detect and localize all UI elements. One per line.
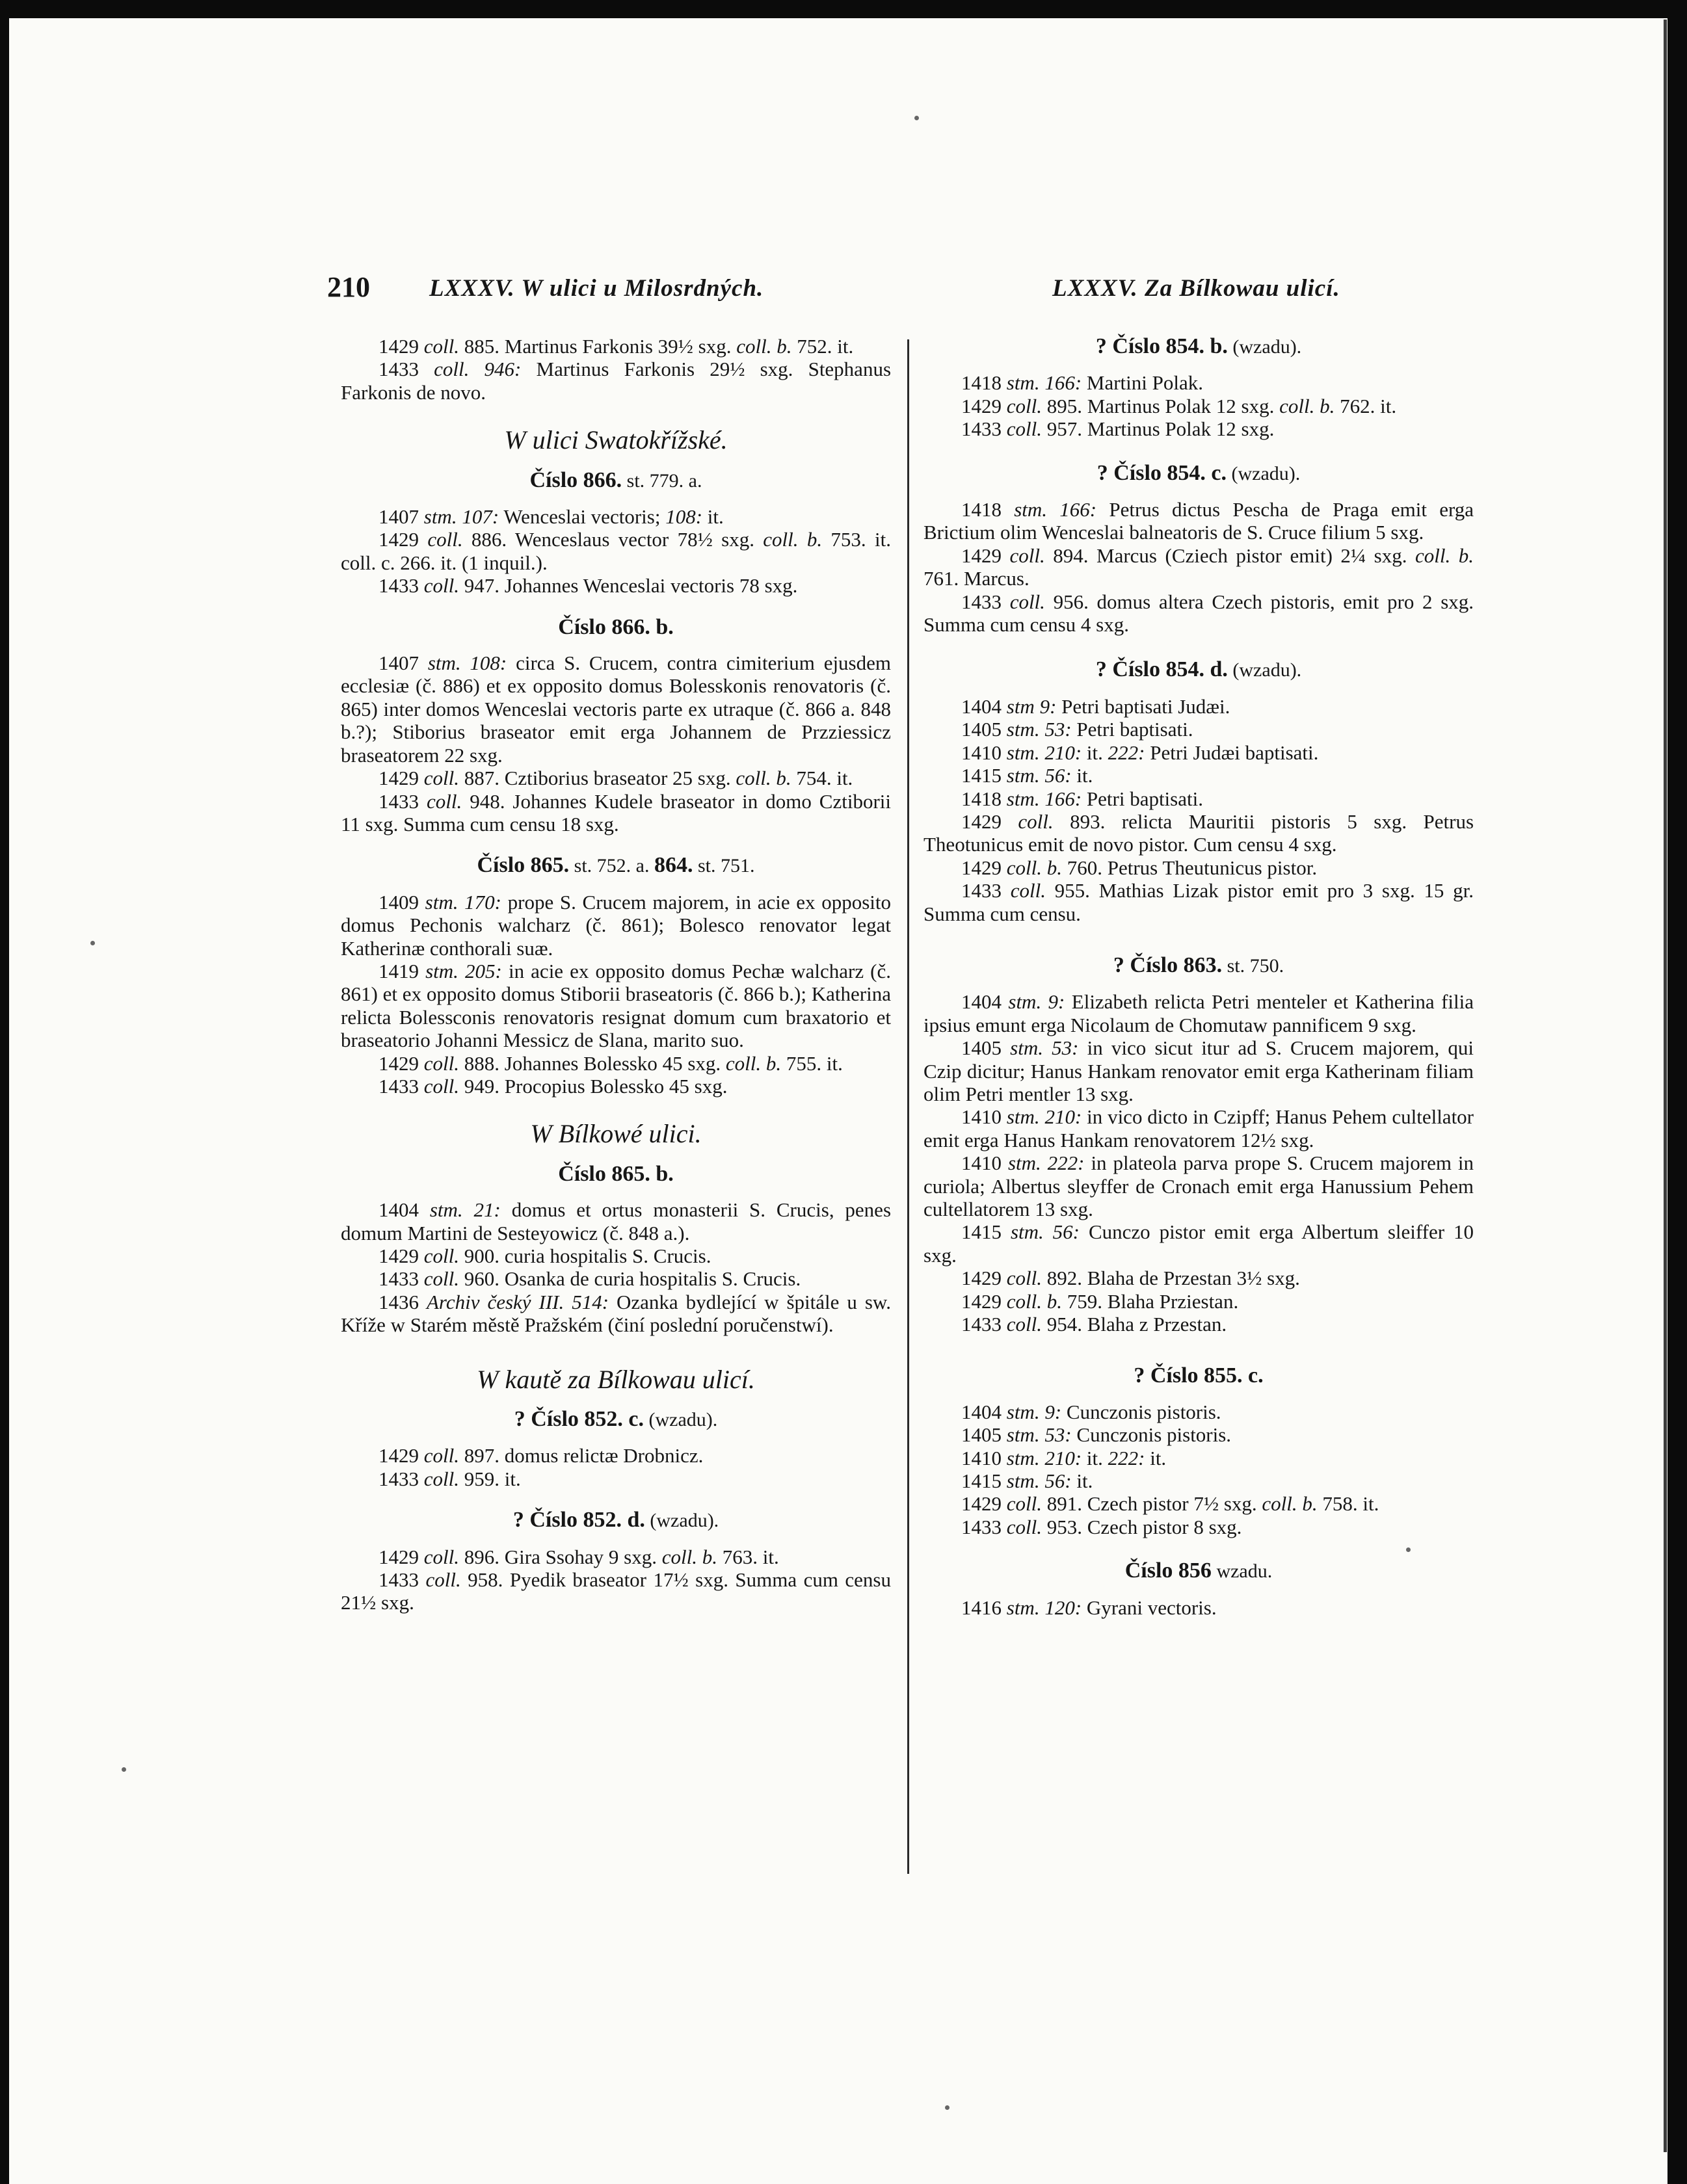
heading-note: (wzadu). — [644, 1409, 718, 1431]
entry-text: 897. domus relictæ Drobnicz. — [459, 1444, 704, 1467]
record-entry — [923, 787, 1474, 810]
house-number: Číslo 856 — [1124, 1559, 1212, 1583]
house-number: ? Číslo 854. b. — [1095, 334, 1228, 358]
entry-text: in acie ex opposito domus Pechæ walcharz (č. 861) et ex opposito domus Stiborii braseatoris (č. 866 b.); Katherina relicta Bolessconis renovatoris resignat domum cum braxatorio et braseatorio Johanni Messicz de Slana, marito suo. — [341, 959, 892, 1052]
entry-year: 1433 — [961, 879, 1011, 902]
source-reference: coll. — [1006, 417, 1042, 441]
entry-year: 1415 — [961, 1469, 1007, 1493]
entry-year: 1418 — [961, 371, 1007, 395]
entry-block — [341, 1444, 891, 1490]
entry-text: 887. Cztiborius braseator 25 sxg. — [459, 767, 736, 790]
entry-block — [341, 505, 891, 598]
source-reference: stm. 56: — [1006, 1469, 1072, 1493]
entry-block — [341, 1198, 891, 1336]
record-entry — [341, 528, 891, 574]
entry-year: 1433 — [379, 1267, 424, 1291]
entry-year: 1429 — [379, 1244, 424, 1267]
heading-note: st. 779. a. — [622, 469, 702, 492]
entry-year: 1405 — [961, 718, 1007, 741]
record-entry — [923, 590, 1474, 637]
house-number: ? Číslo 855. c. — [1134, 1363, 1264, 1388]
running-head-right: LXXXV. Za Bílkowau ulicí. — [1052, 275, 1340, 302]
entry-text: 761. Marcus. — [923, 567, 1029, 590]
entry-text: 958. Pyedik braseator 17½ sxg. Summa cum censu 21½ sxg. — [341, 1568, 891, 1614]
source-reference: coll. — [427, 528, 463, 551]
record-entry — [923, 879, 1474, 925]
entry-text: 895. Martinus Polak 12 sxg. — [1042, 394, 1280, 417]
source-reference: coll. b. — [763, 528, 823, 551]
source-reference: stm. 222: — [1007, 1151, 1085, 1175]
entry-text: Petri Judæi baptisati. — [1145, 741, 1319, 764]
source-reference: coll. — [1009, 544, 1045, 567]
entry-block — [923, 371, 1474, 440]
entry-text: Petri baptisati. — [1082, 787, 1203, 810]
heading-note: st. 751. — [693, 855, 755, 877]
street-heading: W ulici Swatokřížské. — [504, 425, 728, 455]
entry-text: in plateola parva prope S. Crucem majorem in curiola; Albertus sleyffer de Cronach emit erga Hanussium Pehem cultellatorem 13 sxg. — [923, 1151, 1474, 1220]
speck — [914, 116, 919, 120]
entry-year: 1433 — [379, 1074, 424, 1098]
entry-text: 759. Blaha Prziestan. — [1062, 1289, 1239, 1313]
record-entry — [341, 505, 891, 528]
entry-year: 1433 — [961, 1313, 1007, 1336]
entry-year: 1407 — [379, 505, 424, 529]
entry-text: Gyrani vectoris. — [1082, 1596, 1217, 1619]
record-entry — [341, 767, 891, 789]
entry-text: 755. it. — [781, 1051, 843, 1075]
speck — [945, 2105, 950, 2110]
entry-text: Martinus Farkonis 29½ sxg. Stephanus Farkonis de novo. — [341, 358, 892, 404]
entry-year: 1416 — [961, 1596, 1007, 1619]
entry-text: Cunczonis pistoris. — [1071, 1423, 1232, 1447]
entry-text: it. — [1145, 1446, 1167, 1469]
record-entry — [341, 1444, 891, 1467]
heading-note: wzadu. — [1211, 1560, 1273, 1583]
entry-text: 953. Czech pistor 8 sxg. — [1042, 1515, 1242, 1538]
record-entry — [341, 891, 891, 960]
entry-text: 957. Martinus Polak 12 sxg. — [1042, 417, 1275, 441]
entry-year: 1433 — [961, 417, 1007, 441]
entry-year: 1429 — [961, 394, 1007, 417]
entry-block — [923, 695, 1474, 925]
entry-year: 1429 — [379, 528, 428, 551]
entry-text: 763. it. — [717, 1545, 779, 1568]
source-reference: coll. — [423, 1267, 459, 1291]
source-reference: stm. 120: — [1006, 1596, 1082, 1619]
record-entry — [923, 856, 1474, 879]
entry-year: 1433 — [379, 358, 434, 381]
source-reference: stm. 166: — [1006, 787, 1082, 810]
entry-text: 753. it. coll. c. 266. it. (1 inquil.). — [341, 528, 891, 574]
entry-block — [923, 990, 1474, 1335]
source-reference: coll. — [423, 1074, 459, 1098]
entry-text: Martini Polak. — [1082, 371, 1203, 395]
record-entry — [923, 1469, 1474, 1492]
entry-year: 1404 — [379, 1198, 430, 1222]
entry-block — [341, 891, 891, 1098]
source-reference: stm. 107: — [423, 505, 499, 529]
source-reference: stm. 108: — [427, 651, 507, 675]
entry-year: 1415 — [961, 1220, 1011, 1244]
entry-year: 1419 — [379, 959, 426, 982]
entry-text: 900. curia hospitalis S. Crucis. — [459, 1244, 711, 1267]
entry-year: 1404 — [961, 694, 1007, 718]
record-entry — [923, 1105, 1474, 1151]
record-entry — [923, 1447, 1474, 1469]
entry-text: 888. Johannes Bolessko 45 sxg. — [459, 1051, 726, 1075]
record-entry — [923, 1492, 1474, 1515]
house-number-heading — [341, 854, 891, 877]
source-reference: coll. b. — [1262, 1492, 1318, 1516]
entry-text: it. — [1071, 764, 1093, 787]
heading-note: st. 750. — [1222, 954, 1284, 977]
source-reference: coll. — [1006, 1515, 1042, 1538]
house-number: Číslo 865. b. — [558, 1161, 674, 1186]
house-number: Číslo 866. — [529, 467, 622, 492]
record-entry — [923, 990, 1474, 1036]
entry-year: 1436 — [379, 1290, 427, 1313]
record-entry — [341, 1075, 891, 1098]
record-entry — [923, 417, 1474, 440]
column-divider — [907, 339, 909, 1874]
entry-text: 893. relicta Mauritii pistoris 5 sxg. Petrus Theotunicus emit de novo pistor. Cum censu 4 sxg. — [923, 809, 1474, 856]
heading-note: st. 752. a. — [569, 855, 654, 877]
record-entry — [923, 718, 1474, 741]
entry-text: prope S. Crucem majorem, in acie ex opposito domus Pechonis walcharz (č. 861); Bolesco renovator legat Katherinæ conthorali suæ. — [341, 890, 892, 960]
source-reference: 108: — [665, 505, 703, 529]
entry-year: 1418 — [961, 498, 1015, 521]
street-heading: W kautě za Bílkowau ulicí. — [477, 1364, 755, 1394]
house-number: 864. — [654, 853, 693, 878]
entry-year: 1429 — [379, 1051, 424, 1075]
house-number: ? Číslo 854. c. — [1096, 460, 1227, 485]
source-reference: coll. b. — [1006, 856, 1062, 879]
source-reference: stm. 166: — [1014, 498, 1097, 521]
entry-text: 894. Marcus (Cziech pistor emit) 2¼ sxg. — [1044, 544, 1415, 567]
house-number-heading — [341, 616, 891, 638]
entry-year: 1405 — [961, 1423, 1007, 1447]
entry-block — [923, 1596, 1474, 1619]
entry-text: in vico sicut itur ad S. Crucem majorem, qui Czip dicitur; Hanus Hankam renovator emit erga Katherinam filiam olim Petri mentler 13 sxg. — [923, 1036, 1474, 1105]
entry-year: 1429 — [961, 1267, 1007, 1290]
source-reference: stm. 53: — [1006, 718, 1072, 741]
source-reference: coll. b. — [725, 1051, 782, 1075]
entry-text: Petri baptisati Judæi. — [1056, 694, 1230, 718]
page-number: 210 — [327, 271, 370, 303]
entry-year: 1415 — [961, 764, 1007, 787]
source-reference: coll. b. — [1415, 544, 1474, 567]
record-entry — [341, 960, 891, 1052]
source-reference: stm. 210: — [1006, 1446, 1082, 1469]
entry-year: 1429 — [961, 856, 1007, 879]
entry-text: it. — [1082, 1446, 1108, 1469]
street-heading: W Bílkowé ulici. — [530, 1119, 702, 1149]
source-reference: coll. — [423, 1051, 459, 1075]
entry-year: 1405 — [961, 1036, 1011, 1060]
source-reference: coll. — [425, 1568, 461, 1592]
house-number-heading — [923, 1559, 1474, 1583]
entry-year: 1433 — [379, 789, 427, 813]
source-reference: coll. — [423, 767, 459, 790]
entry-text: in vico dicto in Czipff; Hanus Pehem cultellator emit erga Hanus Hankam renovatorem 12½ sxg. — [923, 1105, 1474, 1151]
source-reference: coll. b. — [1279, 394, 1335, 417]
entry-year: 1429 — [961, 1492, 1007, 1516]
source-reference: coll. — [1010, 879, 1046, 902]
page-edge — [1664, 20, 1667, 2152]
record-entry — [923, 764, 1474, 787]
source-reference: coll. b. — [736, 335, 792, 358]
entry-year: 1429 — [379, 1444, 424, 1467]
entry-year: 1429 — [379, 335, 424, 358]
record-entry — [923, 1423, 1474, 1446]
source-reference: stm 9: — [1006, 694, 1057, 718]
house-number-heading — [341, 469, 891, 492]
record-entry — [923, 741, 1474, 764]
record-entry — [923, 1313, 1474, 1335]
entry-text: 955. Mathias Lizak pistor emit pro 3 sxg. 15 gr. Summa cum censu. — [923, 879, 1474, 925]
source-reference: stm. 210: — [1006, 741, 1082, 764]
entry-text: 949. Procopius Bolessko 45 sxg. — [459, 1074, 728, 1098]
source-reference: coll. — [1018, 809, 1054, 833]
source-reference: stm. 166: — [1006, 371, 1082, 395]
record-entry — [341, 1467, 891, 1490]
entry-text: it. — [702, 505, 724, 529]
entry-year: 1429 — [379, 1545, 424, 1568]
house-number-heading — [341, 1508, 891, 1532]
entry-year: 1429 — [379, 767, 424, 790]
source-reference: stm. 56: — [1006, 764, 1072, 787]
source-reference: coll. — [423, 335, 459, 358]
entry-year: 1433 — [961, 1515, 1007, 1538]
house-number: ? Číslo 852. d. — [512, 1508, 645, 1533]
entry-year: 1429 — [961, 809, 1018, 833]
record-entry — [923, 1290, 1474, 1313]
entry-year: 1410 — [961, 1446, 1007, 1469]
source-reference: coll. — [1006, 1492, 1042, 1516]
page-header — [0, 270, 1687, 309]
entry-year: 1433 — [379, 1467, 424, 1490]
entry-block — [923, 1401, 1474, 1538]
source-reference: coll. — [423, 1545, 459, 1568]
house-number-heading — [923, 954, 1474, 977]
record-entry — [341, 358, 891, 404]
entry-text: circa S. Crucem, contra cimiterium ejusdem ecclesiæ (č. 886) et ex opposito domus Bolesskonis renovatoris (č. 865) inter domos Wenceslai vectoris parte ex utraque (č. 866 a. 848 b.?); Stiborius braseator emit erga Johannem de Przziessicz braseatorem 22 sxg. — [341, 651, 891, 767]
entry-block — [341, 651, 891, 835]
record-entry — [341, 1244, 891, 1267]
entry-year: 1404 — [961, 990, 1009, 1014]
entry-text: it. — [1071, 1469, 1093, 1493]
entry-text: 891. Czech pistor 7½ sxg. — [1042, 1492, 1262, 1516]
house-number-heading — [923, 1364, 1474, 1387]
entry-text: Petri baptisati. — [1071, 718, 1193, 741]
record-entry — [923, 544, 1474, 590]
entry-text: 760. Petrus Theutunicus pistor. — [1062, 856, 1318, 879]
entry-text: Petrus dictus Pescha de Praga emit erga Brictium olim Wenceslai balneatoris de S. Cruce filium 5 sxg. — [923, 498, 1474, 544]
house-number: Číslo 865. — [477, 853, 570, 878]
entry-text: Elizabeth relicta Petri menteler et Katherina filia ipsius emunt erga Nicolaum de Chomutaw pannificem 9 sxg. — [923, 990, 1474, 1036]
entry-text: Cunczonis pistoris. — [1061, 1400, 1221, 1423]
heading-note: (wzadu). — [1227, 462, 1301, 484]
house-number: Číslo 866. b. — [558, 614, 674, 639]
house-number-heading — [923, 462, 1474, 485]
record-entry — [923, 498, 1474, 544]
record-entry — [341, 1546, 891, 1568]
entry-text: it. — [1082, 741, 1108, 764]
entry-text: 960. Osanka de curia hospitalis S. Crucis. — [459, 1267, 801, 1291]
entry-year: 1433 — [379, 1568, 426, 1592]
entry-text: 947. Johannes Wenceslai vectoris 78 sxg. — [459, 574, 798, 598]
entry-text: domus et ortus monasterii S. Crucis, penes domum Martini de Sesteyowicz (č. 848 a.). — [341, 1198, 892, 1244]
entry-year: 1404 — [961, 1400, 1007, 1423]
source-reference: coll. — [1006, 1313, 1042, 1336]
source-reference: stm. 170: — [425, 890, 501, 914]
source-reference: coll. b. — [1006, 1289, 1062, 1313]
record-entry — [923, 1151, 1474, 1220]
source-reference: coll. b. — [661, 1545, 717, 1568]
record-entry — [923, 1596, 1474, 1619]
entry-year: 1429 — [961, 1289, 1007, 1313]
speck — [1406, 1547, 1411, 1552]
record-entry — [341, 1291, 891, 1337]
right-column — [923, 335, 1474, 1619]
entry-year: 1433 — [961, 590, 1010, 613]
entry-year: 1418 — [961, 787, 1007, 810]
entry-year: 1433 — [379, 574, 424, 598]
entry-text: 758. it. — [1317, 1492, 1379, 1516]
entry-text: 752. it. — [791, 335, 854, 358]
entry-text: 886. Wenceslaus vector 78½ sxg. — [462, 528, 764, 551]
entry-text: 885. Martinus Farkonis 39½ sxg. — [459, 335, 737, 358]
record-entry — [341, 1267, 891, 1290]
source-reference: stm. 205: — [425, 959, 502, 982]
record-entry — [923, 1401, 1474, 1423]
record-entry — [923, 1036, 1474, 1105]
entry-year: 1410 — [961, 1151, 1008, 1175]
record-entry — [341, 1198, 891, 1244]
entry-text: 762. it. — [1335, 394, 1397, 417]
running-head-left: LXXXV. W ulici u Milosrdných. — [429, 275, 764, 302]
source-reference: coll. b. — [736, 767, 791, 790]
source-reference: coll. — [1006, 394, 1042, 417]
entry-year: 1410 — [961, 1105, 1007, 1129]
record-entry — [923, 1267, 1474, 1289]
house-number-heading — [923, 658, 1474, 681]
entry-block — [923, 498, 1474, 636]
record-entry — [923, 810, 1474, 856]
house-number-heading — [923, 335, 1474, 358]
entry-year: 1407 — [379, 651, 428, 675]
record-entry — [341, 790, 891, 836]
record-entry — [341, 1568, 891, 1614]
source-reference: coll. — [1009, 590, 1045, 613]
speck — [122, 1767, 126, 1772]
entry-text: 954. Blaha z Przestan. — [1042, 1313, 1227, 1336]
source-reference: Archiv český III. 514: — [426, 1290, 609, 1313]
entry-text: 892. Blaha de Przestan 3½ sxg. — [1042, 1267, 1300, 1290]
source-reference: stm. 9: — [1008, 990, 1065, 1014]
source-reference: coll. 946: — [434, 358, 522, 381]
entry-text: 754. it. — [791, 767, 853, 790]
heading-note: (wzadu). — [1227, 336, 1302, 358]
source-reference: stm. 53: — [1006, 1423, 1072, 1447]
house-number: ? Číslo 854. d. — [1095, 657, 1228, 682]
source-reference: coll. — [423, 1444, 459, 1467]
source-reference: stm. 56: — [1010, 1220, 1080, 1244]
record-entry — [341, 651, 891, 767]
source-reference: coll. — [426, 789, 462, 813]
record-entry — [923, 395, 1474, 417]
record-entry — [923, 695, 1474, 718]
record-entry — [923, 1220, 1474, 1267]
house-number-heading — [341, 1408, 891, 1431]
speck — [90, 941, 95, 945]
source-reference: 222: — [1108, 1446, 1145, 1469]
source-reference: coll. — [423, 1467, 459, 1490]
entry-year: 1410 — [961, 741, 1007, 764]
heading-note: (wzadu). — [644, 1510, 719, 1532]
source-reference: stm. 21: — [429, 1198, 501, 1222]
entry-text: Wenceslai vectoris; — [499, 505, 666, 529]
entry-block — [341, 335, 891, 404]
entry-text: 896. Gira Ssohay 9 sxg. — [459, 1545, 662, 1568]
entry-block — [341, 1546, 891, 1614]
house-number: ? Číslo 863. — [1113, 953, 1223, 977]
source-reference: coll. — [1006, 1267, 1042, 1290]
source-reference: stm. 210: — [1006, 1105, 1082, 1129]
record-entry — [341, 335, 891, 358]
source-reference: 222: — [1108, 741, 1145, 764]
entry-text: Cunczo pistor emit erga Albertum sleiffer 10 sxg. — [923, 1220, 1474, 1267]
source-reference: stm. 53: — [1010, 1036, 1079, 1060]
house-number-heading — [341, 1163, 891, 1185]
entry-text: 956. domus altera Czech pistoris, emit pro 2 sxg. Summa cum censu 4 sxg. — [923, 590, 1474, 637]
heading-note: (wzadu). — [1227, 659, 1302, 681]
source-reference: stm. 9: — [1006, 1400, 1062, 1423]
record-entry — [923, 371, 1474, 394]
record-entry — [341, 1052, 891, 1075]
source-reference: coll. — [423, 574, 459, 598]
entry-text: Ozanka bydlející w špitále u sw. Kříže w Starém městě Pražském (činí poslední poručenstwí). — [341, 1290, 892, 1337]
entry-year: 1409 — [379, 890, 425, 914]
record-entry — [923, 1516, 1474, 1538]
source-reference: coll. — [423, 1244, 459, 1267]
house-number: ? Číslo 852. c. — [514, 1407, 644, 1432]
entry-year: 1429 — [961, 544, 1010, 567]
entry-text: 948. Johannes Kudele braseator in domo Cztiborii 11 sxg. Summa cum censu 18 sxg. — [341, 789, 892, 835]
left-column — [341, 335, 891, 1614]
entry-text: 959. it. — [459, 1467, 521, 1490]
record-entry — [341, 574, 891, 597]
